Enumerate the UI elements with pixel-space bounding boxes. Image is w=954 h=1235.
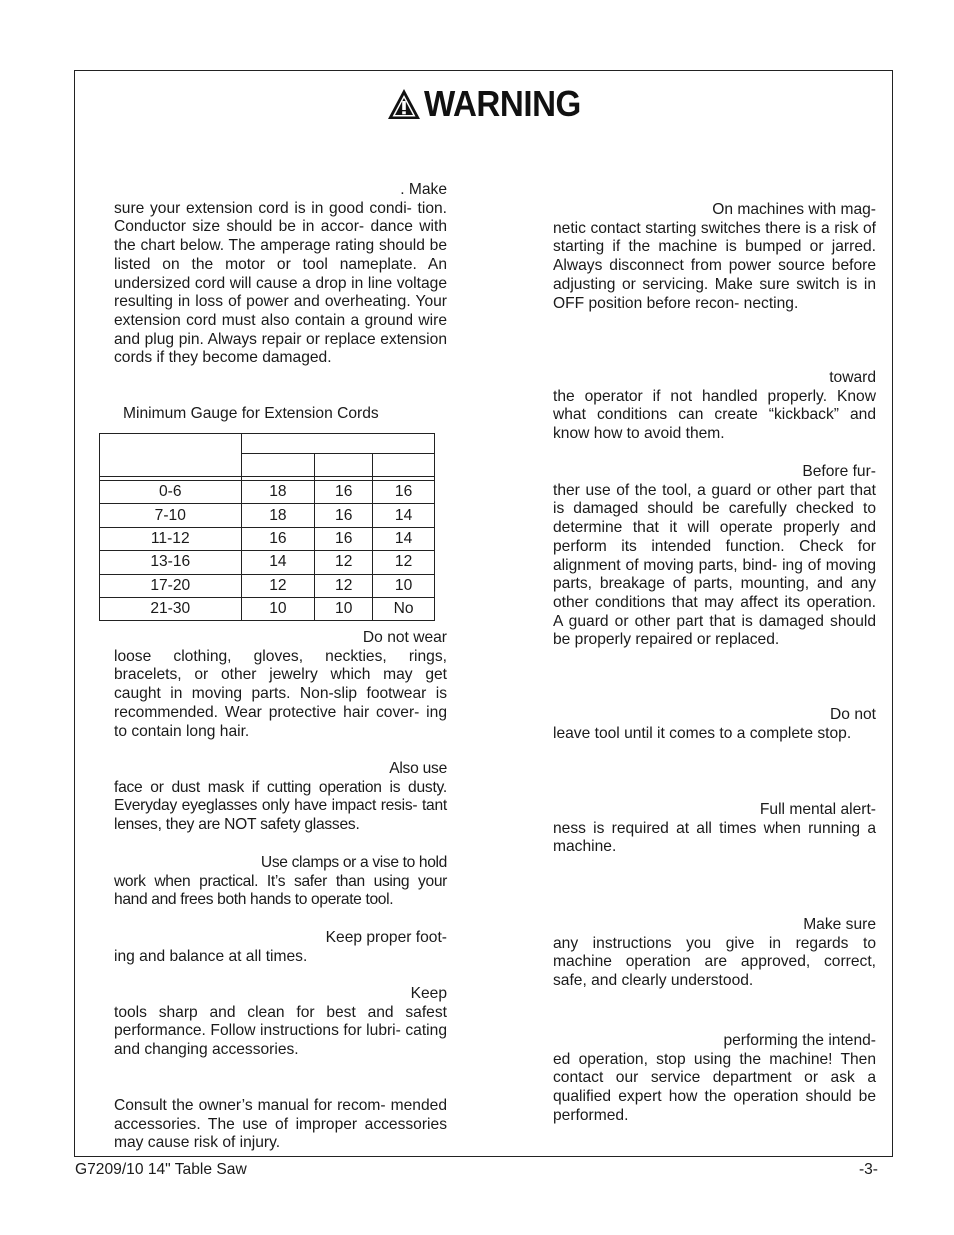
- table-row: [100, 481, 435, 504]
- table-cell: 10: [373, 574, 435, 597]
- extension-cord-paragraph: . Make sure your extension cord is in good condi- tion. Conductor size should be in accor- dance with the chart below. The amperage rating should be listed on the motor or tool nameplate. An undersized cord will cause a drop in line voltage resulting in loss of power and overheating. Your extension cord must also contain a ground wire and plug pin. Always repair or replace extension cords if they become damaged.: [114, 181, 447, 367]
- table-header-cell: [241, 434, 434, 454]
- table-cell: 0-6: [100, 481, 242, 504]
- table-cell: No: [373, 597, 435, 620]
- damaged-parts-paragraph: Before fur- ther use of the tool, a guard or other part that is damaged should be carefully checked to determine that it will operate properly and perform its intended function. Check for alignment of moving parts, bind- ing of moving parts, breakage of parts, mounting, and any other conditions that may affect its operation. A guard or other part that is damaged should be properly repaired or replaced.: [553, 463, 876, 649]
- table-cell: 12: [241, 574, 315, 597]
- table-cell: 17-20: [100, 574, 242, 597]
- warning-title: WARNING: [424, 83, 581, 124]
- table-row: [100, 504, 435, 527]
- table-cell: 16: [315, 481, 373, 504]
- safety-glasses-paragraph: Also use face or dust mask if cutting operation is dusty. Everyday eyeglasses only have impact resis- tant lenses, they are NOT safety glasses.: [114, 760, 447, 834]
- accessories-paragraph: Consult the owner’s manual for recom- mended accessories. The use of improper accessories may cause risk of injury.: [114, 1097, 447, 1152]
- table-header-cell: [241, 454, 315, 477]
- table-row: [100, 574, 435, 597]
- unattended-paragraph: Do not leave tool until it comes to a complete stop.: [553, 706, 876, 742]
- mental-alertness-paragraph: Full mental alert- ness is required at all times when running a machine.: [553, 801, 876, 856]
- table-title: Minimum Gauge for Extension Cords: [123, 405, 379, 422]
- unsure-operation-paragraph: performing the intend- ed operation, stop using the machine! Then contact our service department or ask a qualified expert how the operation should be performed.: [553, 1032, 876, 1124]
- table-cell: 12: [315, 551, 373, 574]
- table-cell: 18: [241, 481, 315, 504]
- table-cell: 16: [315, 504, 373, 527]
- footing-paragraph: Keep proper foot- ing and balance at all times.: [114, 929, 447, 965]
- table-header-row: [100, 434, 435, 454]
- table-cell: 16: [373, 481, 435, 504]
- table-cell: 13-16: [100, 551, 242, 574]
- footer-model: G7209/10 14" Table Saw: [75, 1161, 247, 1178]
- warning-header: [386, 84, 595, 124]
- table-cell: 10: [241, 597, 315, 620]
- table-cell: 14: [373, 527, 435, 550]
- table-row: [100, 597, 435, 620]
- secure-work-paragraph: Use clamps or a vise to hold work when practical. It’s safer than using your hand and frees both hands to operate tool.: [114, 854, 447, 909]
- starting-switch-paragraph: On machines with mag- netic contact starting switches there is a risk of starting if the machine is bumped or jarred. Always disconnect from power source before adjusting or servicing. Make sure switch is in OFF position before recon- necting.: [553, 201, 876, 312]
- table-cell: 16: [315, 527, 373, 550]
- table-cell: 12: [315, 574, 373, 597]
- table-cell: 14: [241, 551, 315, 574]
- table-header-cell: [315, 454, 373, 477]
- table-cell: 14: [373, 504, 435, 527]
- instructions-paragraph: Make sure any instructions you give in regards to machine operation are approved, correct, safe, and clearly understood.: [553, 916, 876, 990]
- table-header-cell: [100, 434, 242, 477]
- gauge-table: [99, 433, 435, 621]
- table-cell: 21-30: [100, 597, 242, 620]
- table-row: [100, 551, 435, 574]
- table-cell: 16: [241, 527, 315, 550]
- clothing-paragraph: Do not wear loose clothing, gloves, neckties, rings, bracelets, or other jewelry which may get caught in moving parts. Non-slip footwear is recommended. Wear protective hair cover- ing to contain long hair.: [114, 629, 447, 740]
- table-cell: 7-10: [100, 504, 242, 527]
- footer-page-number: -3-: [858, 1161, 878, 1178]
- kickback-paragraph: toward the operator if not handled properly. Know what conditions can create “kickback” and know how to avoid them.: [553, 369, 876, 443]
- table-cell: 11-12: [100, 527, 242, 550]
- table-header-cell: [373, 454, 435, 477]
- table-row: [100, 527, 435, 550]
- warning-icon: [386, 87, 422, 121]
- maintenance-paragraph: Keep tools sharp and clean for best and safest performance. Follow instructions for lubri- cating and changing accessories.: [114, 985, 447, 1059]
- table-cell: 10: [315, 597, 373, 620]
- table-cell: 18: [241, 504, 315, 527]
- table-cell: 12: [373, 551, 435, 574]
